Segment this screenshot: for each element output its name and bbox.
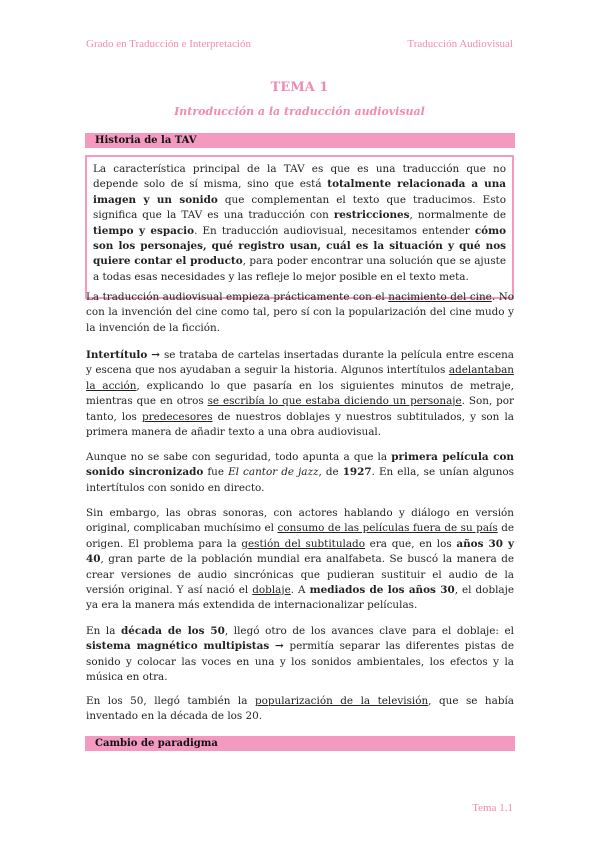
page-footer: Tema 1.1	[472, 802, 513, 814]
page-subtitle: Introducción a la traducción audiovisual	[174, 105, 425, 118]
paragraph-5: En la década de los 50, llegó otro de los avances clave para el doblaje: el sistema magnético multipistas → permitía separar las diferentes pistas de sonido y colocar las voces en una y los sonidos ambientales, los efectos y la música en otra.	[86, 625, 514, 684]
paragraph-4: Sin embargo, las obras sonoras, con actores hablando y diálogo en versión original, complicaban muchísimo el consumo de las películas fuera de su país de origen. El problema para la gestión del subtitulado era que, en los años 30 y 40, gran parte de la población mundial era analfabeta. Se buscó la manera de crear versiones de audio sincrónicas que pudieran sustituir el audio de la versión original. Y así nació el doblaje. A mediados de los años 30, el doblaje ya era la manera más extendida de internacionalizar películas.	[86, 507, 515, 612]
page-title: TEMA 1	[270, 80, 329, 95]
arrow-icon: →	[269, 640, 290, 653]
section-heading-label: Cambio de paradigma	[95, 738, 218, 749]
section-heading-label: Historia de la TAV	[95, 135, 197, 146]
section-heading-cambio	[85, 736, 515, 751]
arrow-icon: →	[147, 349, 164, 361]
highlight-paragraph: La característica principal de la TAV es que es una traducción que no depende solo de sí misma, sino que está totalmente relacionada a una imagen y un sonido que complementan el texto que traducimos. Esto significa que la TAV es una traducción con restricciones, normalmente de tiempo y espacio. En traducción audiovisual, necesitamos entender cómo son los personajes, qué registro usan, cuál es la situación y qué nos quiere contar el producto, para poder encontrar una solución que se ajuste a todas esas necesidades y las refleje lo mejor posible en el texto meta.	[93, 163, 507, 283]
highlight-box	[85, 155, 514, 299]
paragraph-6: En los 50, llegó también la popularización de la televisión, que se había inventado en la década de los 20.	[86, 695, 514, 723]
paragraph-2: Intertítulo → se trataba de cartelas insertadas durante la película entre escena y escena que nos ayudaban a seguir la historia. Algunos intertítulos adelantaban la acción, explicando lo que pasaría en los siguientes minutos de metraje, mientras que en otros se escribía lo que estaba diciendo un personaje. Son, por tanto, los predecesores de nuestros doblajes y nuestros subtitulados, y son la primera manera de añadir texto a una obra audiovisual.	[86, 349, 515, 439]
header-subject: Traducción Audiovisual	[407, 38, 513, 50]
paragraph-3: Aunque no se sabe con seguridad, todo apunta a que la primera película con sonido sincronizado fue El cantor de jazz, de 1927. En ella, se unían algunos intertítulos con sonido en directo.	[86, 451, 514, 494]
paragraph-1: La traducción audiovisual empieza prácticamente con el nacimiento del cine. No con la invención del cine como tal, pero sí con la popularización del cine mudo y la invención de la ficción.	[86, 291, 514, 334]
section-heading-historia	[85, 133, 515, 148]
header-course: Grado en Traducción e Interpretación	[86, 38, 251, 50]
